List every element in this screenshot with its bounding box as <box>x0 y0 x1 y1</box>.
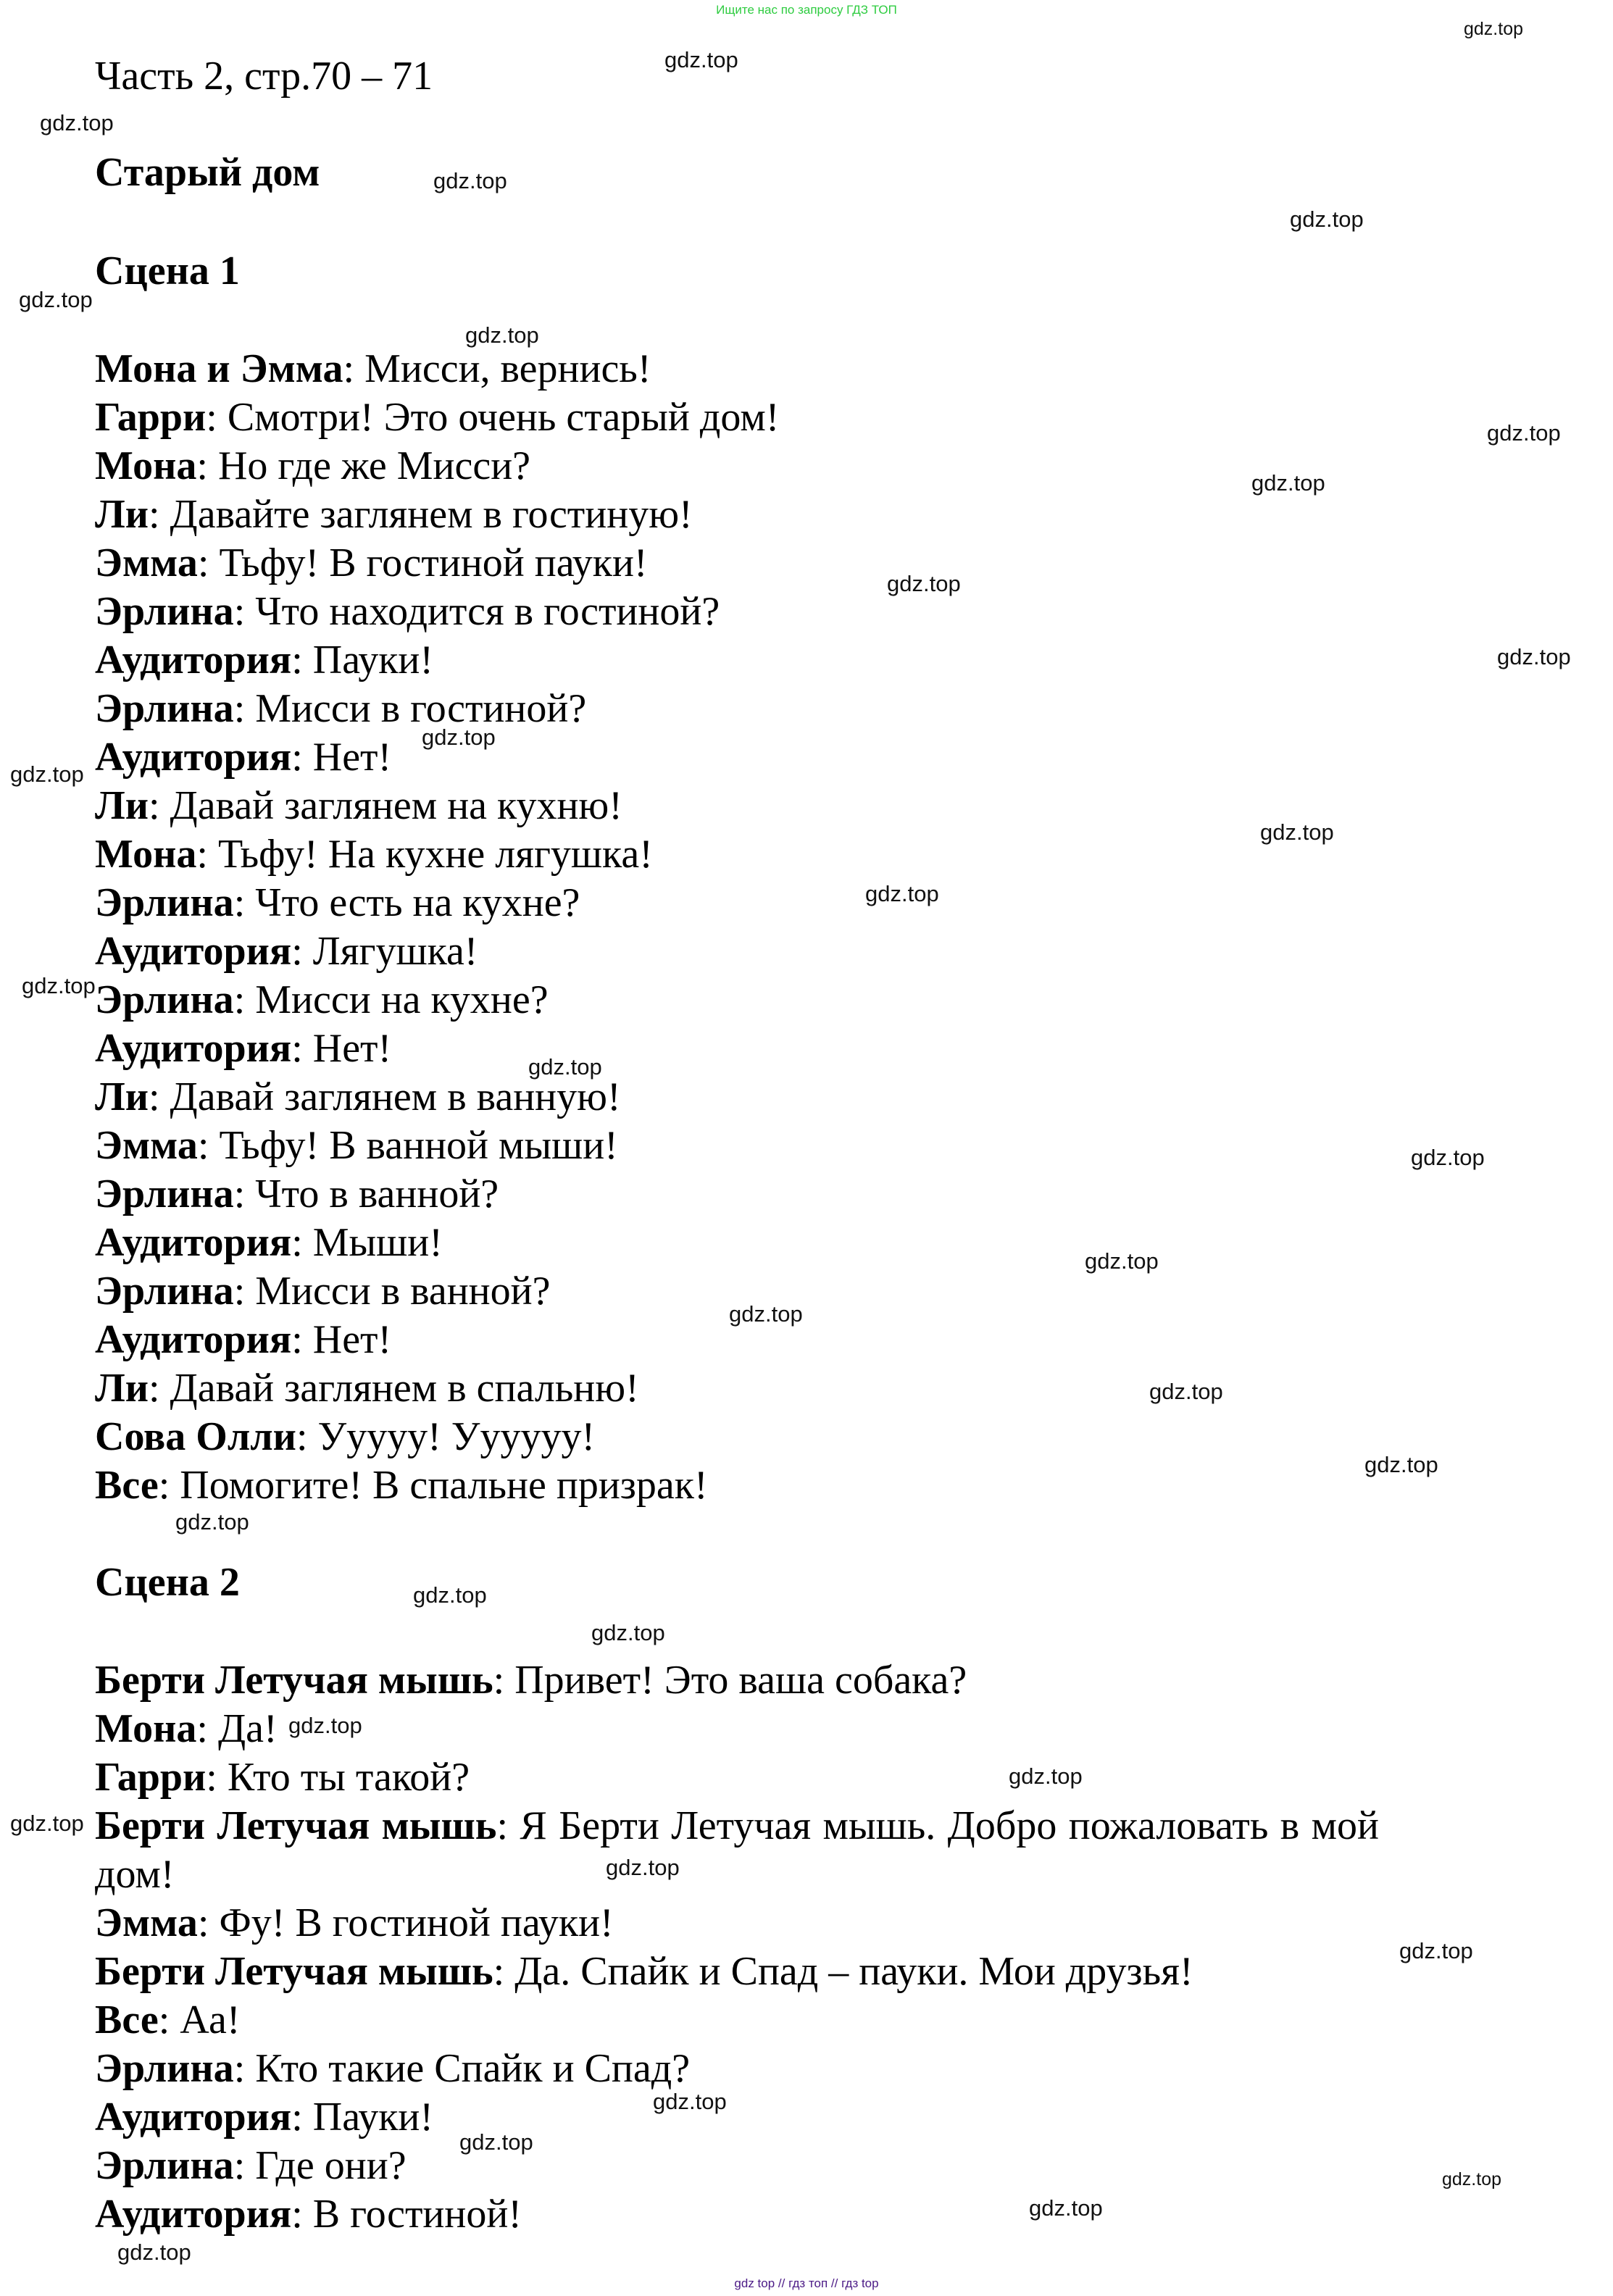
dialogue-line <box>95 1461 1379 1510</box>
scene-2-heading: Сцена 2 <box>95 1560 240 1605</box>
line-text: : Мисси в гостиной? <box>233 686 587 731</box>
line-text: : Что есть на кухне? <box>233 880 580 925</box>
document-title: Старый дом <box>95 150 320 195</box>
dialogue-line <box>95 927 1379 976</box>
watermark-text: gdz.top <box>1411 1145 1485 1170</box>
speaker-name: Все <box>95 1463 159 1508</box>
line-text: : Мисси на кухне? <box>233 977 549 1022</box>
watermark-text: gdz.top <box>422 725 496 750</box>
dialogue-line <box>95 539 1379 588</box>
dialogue-line <box>95 1170 1379 1219</box>
watermark-text: gdz.top <box>729 1301 803 1327</box>
watermark-text: gdz.top <box>1487 420 1561 446</box>
speaker-name: Эрлина <box>95 2143 234 2188</box>
dialogue-line <box>95 2045 1379 2093</box>
speaker-name: Все <box>95 1997 159 2042</box>
watermark-text: gdz.top <box>40 110 114 135</box>
dialogue-line <box>95 976 1379 1024</box>
line-text: : Лягушка! <box>291 929 478 974</box>
watermark-text: gdz.top <box>1085 1248 1159 1274</box>
watermark-text: gdz.top <box>1009 1763 1083 1789</box>
dialogue-line <box>95 1899 1379 1948</box>
dialogue-line <box>95 1996 1379 2045</box>
speaker-name: Аудитория <box>95 638 292 682</box>
dialogue-line <box>95 782 1379 830</box>
speaker-name: Аудитория <box>95 2192 292 2237</box>
watermark-text: gdz.top <box>1290 206 1364 232</box>
watermark-text: gdz.top <box>1464 19 1524 39</box>
speaker-name: Аудитория <box>95 929 292 974</box>
watermark-text: gdz.top <box>459 2129 533 2155</box>
speaker-name: Эрлина <box>95 589 234 634</box>
line-text: : Давай заглянем в спальню! <box>149 1366 639 1411</box>
speaker-name: Аудитория <box>95 1317 292 1362</box>
speaker-name: Эрлина <box>95 686 234 731</box>
watermark-text: gdz.top <box>1497 644 1571 669</box>
speaker-name: Эрлина <box>95 880 234 925</box>
line-text: : Мисси в ванной? <box>233 1269 551 1314</box>
dialogue-line <box>95 1753 1379 1802</box>
speaker-name: Ли <box>95 1366 149 1411</box>
speaker-name: Эрлина <box>95 1172 234 1216</box>
dialogue-line <box>95 1122 1379 1170</box>
line-text: : Нет! <box>291 1317 392 1362</box>
line-text: : Что находится в гостиной? <box>233 589 720 634</box>
speaker-name: Эмма <box>95 1123 198 1168</box>
speaker-name: Эрлина <box>95 977 234 1022</box>
watermark-text: gdz.top <box>117 2239 191 2265</box>
watermark-text: gdz.top <box>1260 819 1334 845</box>
watermark-text: gdz.top <box>413 1582 487 1608</box>
line-text: : Привет! Это ваша собака? <box>493 1658 967 1703</box>
watermark-text: gdz.top <box>653 2089 727 2114</box>
footer-watermark: gdz top // гдз топ // гдз top <box>734 2276 879 2290</box>
dialogue-line <box>95 1948 1379 1996</box>
watermark-text: gdz.top <box>1251 470 1325 496</box>
watermark-text: gdz.top <box>865 881 939 906</box>
line-text: : Кто такие Спайк и Спад? <box>233 2046 691 2091</box>
dialogue-line <box>95 733 1379 782</box>
watermark-text: gdz.top <box>664 47 738 72</box>
watermark-text: gdz.top <box>1399 1938 1473 1963</box>
dialogue-line <box>95 442 1379 490</box>
speaker-name: Мона <box>95 443 197 488</box>
speaker-name: Гарри <box>95 1755 207 1800</box>
line-text: : Ууууу! Уууууу! <box>296 1414 596 1459</box>
watermark-text: gdz.top <box>1149 1379 1223 1404</box>
line-text: : Давай заглянем на кухню! <box>149 783 622 828</box>
scene-2-dialogue <box>95 1656 1379 2239</box>
speaker-name: Берти Летучая мышь <box>95 1658 493 1703</box>
line-text: : Смотри! Это очень старый дом! <box>206 395 780 440</box>
speaker-name: Эрлина <box>95 2046 234 2091</box>
watermark-text: gdz.top <box>288 1713 362 1738</box>
scene-1-dialogue <box>95 345 1379 1510</box>
dialogue-line <box>95 1705 1379 1753</box>
watermark-text: gdz.top <box>1442 2169 1502 2189</box>
speaker-name: Эрлина <box>95 1269 234 1314</box>
line-text: : Давай заглянем в ванную! <box>149 1074 621 1119</box>
line-text: : Я Берти Летучая мышь. Добро пожаловать в мой дом! <box>95 1803 1380 1897</box>
line-text: : Фу! В гостиной пауки! <box>197 1900 614 1945</box>
dialogue-line <box>95 1413 1379 1461</box>
dialogue-line <box>95 2190 1379 2239</box>
speaker-name: Аудитория <box>95 1220 292 1265</box>
dialogue-line <box>95 2142 1379 2190</box>
dialogue-line <box>95 588 1379 636</box>
line-text: : Да! <box>196 1706 278 1751</box>
line-text: : Тьфу! В гостиной пауки! <box>197 540 648 585</box>
watermark-text: gdz.top <box>606 1855 680 1880</box>
watermark-text: gdz.top <box>465 322 539 348</box>
line-text: : Нет! <box>291 1026 392 1071</box>
dialogue-line <box>95 685 1379 733</box>
watermark-text: gdz.top <box>528 1054 602 1080</box>
line-text: : Помогите! В спальне призрак! <box>158 1463 708 1508</box>
speaker-name: Ли <box>95 783 149 828</box>
watermark-text: gdz.top <box>887 571 961 596</box>
page-reference: Часть 2, стр.70 – 71 <box>95 54 433 99</box>
line-text: : Мисси, вернись! <box>343 346 651 391</box>
speaker-name: Аудитория <box>95 735 292 780</box>
line-text: : В гостиной! <box>291 2192 522 2237</box>
line-text: : Тьфу! На кухне лягушка! <box>196 832 653 877</box>
speaker-name: Гарри <box>95 395 207 440</box>
dialogue-line <box>95 830 1379 879</box>
line-text: : Кто ты такой? <box>206 1755 470 1800</box>
line-text: : Тьфу! В ванной мыши! <box>197 1123 618 1168</box>
speaker-name: Мона <box>95 1706 197 1751</box>
speaker-name: Ли <box>95 492 149 537</box>
speaker-name: Эмма <box>95 540 198 585</box>
speaker-name: Аудитория <box>95 2095 292 2140</box>
line-text: : Пауки! <box>291 2095 434 2140</box>
line-text: : Да. Спайк и Спад – пауки. Мои друзья! <box>493 1949 1193 1994</box>
watermark-text: gdz.top <box>10 761 84 787</box>
line-text: : Пауки! <box>291 638 434 682</box>
speaker-name: Сова Олли <box>95 1414 296 1459</box>
dialogue-line <box>95 1024 1379 1073</box>
line-text: : Но где же Мисси? <box>196 443 531 488</box>
watermark-text: gdz.top <box>10 1811 84 1836</box>
speaker-name: Аудитория <box>95 1026 292 1071</box>
dialogue-line <box>95 2093 1379 2142</box>
dialogue-line <box>95 1073 1379 1122</box>
speaker-name: Мона и Эмма <box>95 346 343 391</box>
watermark-text: gdz.top <box>433 168 507 193</box>
watermark-text: gdz.top <box>1364 1452 1438 1477</box>
dialogue-line <box>95 490 1379 539</box>
dialogue-line <box>95 393 1379 442</box>
line-text: : Что в ванной? <box>233 1172 499 1216</box>
speaker-name: Мона <box>95 832 197 877</box>
speaker-name: Эмма <box>95 1900 198 1945</box>
watermark-text: gdz.top <box>22 973 96 998</box>
line-text: : Мыши! <box>291 1220 443 1265</box>
dialogue-line <box>95 636 1379 685</box>
watermark-text: gdz.top <box>175 1509 249 1535</box>
scene-1-heading: Сцена 1 <box>95 249 240 293</box>
dialogue-line <box>95 1802 1379 1899</box>
line-text: : Аа! <box>158 1997 241 2042</box>
speaker-name: Берти Летучая мышь <box>95 1949 493 1994</box>
line-text: : Нет! <box>291 735 392 780</box>
dialogue-line <box>95 1219 1379 1267</box>
dialogue-line <box>95 1656 1379 1705</box>
dialogue-line <box>95 345 1379 393</box>
dialogue-line <box>95 879 1379 927</box>
watermark-text: gdz.top <box>591 1620 665 1645</box>
speaker-name: Ли <box>95 1074 149 1119</box>
line-text: : Где они? <box>233 2143 407 2188</box>
search-banner: Ищите нас по запросу ГДЗ ТОП <box>716 3 897 17</box>
watermark-text: gdz.top <box>19 287 93 312</box>
line-text: : Давайте заглянем в гостиную! <box>149 492 693 537</box>
speaker-name: Берти Летучая мышь <box>95 1803 497 1848</box>
watermark-text: gdz.top <box>1029 2195 1103 2221</box>
